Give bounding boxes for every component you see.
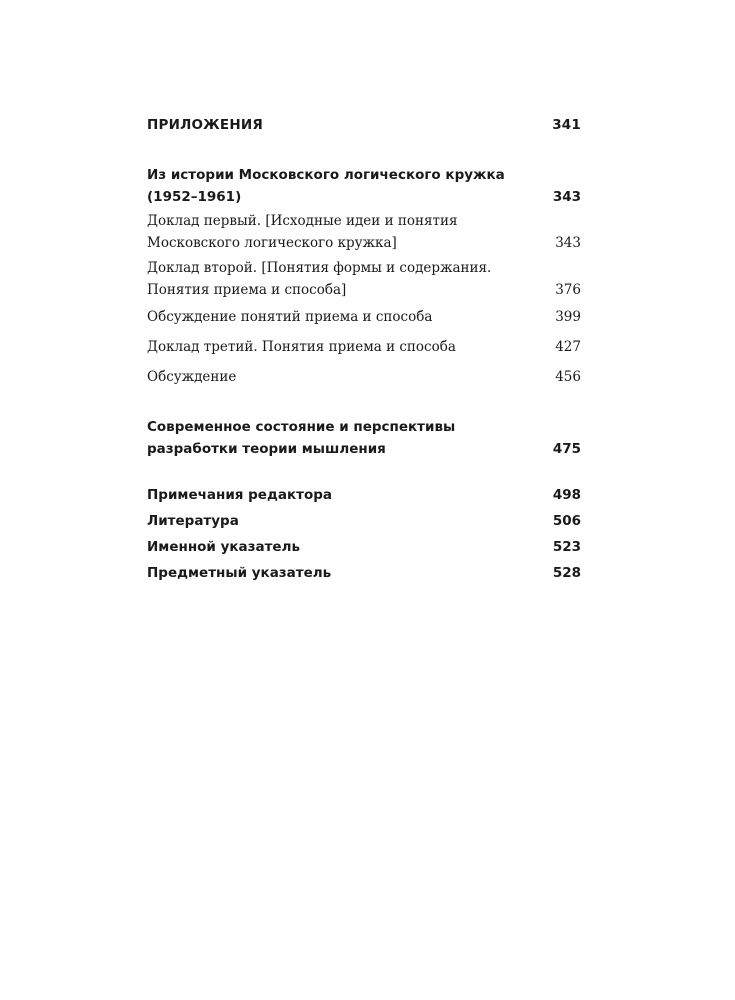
toc-entry-editor-notes [147, 484, 581, 506]
toc-page-number: 498 [552, 487, 581, 503]
toc-page-number: 376 [555, 282, 581, 298]
toc-entry-discussion-2 [147, 366, 581, 388]
toc-page-number: 343 [552, 189, 581, 205]
toc-entry-report-3 [147, 336, 581, 358]
toc-entry-title: ПРИЛОЖЕНИЯ [147, 117, 263, 133]
toc-entry-discussion-1 [147, 306, 581, 328]
toc-entry-title: Предметный указатель [147, 565, 332, 581]
toc-entry-report-2 [147, 257, 581, 301]
toc-entry-appendices [147, 114, 581, 136]
toc-entry-title: Обсуждение [147, 369, 237, 385]
toc-page-number: 427 [555, 339, 581, 355]
toc-entry-title-line1: Доклад второй. [Понятия формы и содержания. [147, 260, 492, 276]
toc-entry-title-line2: (1952–1961) [147, 189, 242, 205]
toc-page-number: 528 [552, 565, 581, 581]
toc-entry-report-1 [147, 210, 581, 254]
toc-entry-title: Примечания редактора [147, 487, 333, 503]
toc-entry-title-line1: Из истории Московского логического кружка [147, 167, 505, 183]
toc-page-number: 456 [555, 369, 581, 385]
toc-page-number: 341 [552, 117, 581, 133]
toc-entry-subject-index [147, 562, 581, 584]
toc-entry-title-line1: Доклад первый. [Исходные идеи и понятия [147, 213, 458, 229]
toc-page-number: 399 [555, 309, 581, 325]
toc-entry-history [147, 164, 581, 208]
toc-page-number: 506 [552, 513, 581, 529]
toc-entry-title-line2: разработки теории мышления [147, 441, 386, 457]
toc-page-number: 475 [552, 441, 581, 457]
toc-entry-title: Литература [147, 513, 239, 529]
toc-page-number: 523 [552, 539, 581, 555]
toc-page-number: 343 [555, 235, 581, 251]
toc-entry-title: Обсуждение понятий приема и способа [147, 309, 433, 325]
toc-entry-literature [147, 510, 581, 532]
toc-entry-title: Именной указатель [147, 539, 301, 555]
toc-entry-title: Доклад третий. Понятия приема и способа [147, 339, 456, 355]
toc-entry-modern-state [147, 416, 581, 460]
toc-entry-title-line2: Московского логического кружка] [147, 235, 397, 251]
toc-entry-title-line2: Понятия приема и способа] [147, 282, 347, 298]
toc-entry-name-index [147, 536, 581, 558]
toc-entry-title-line1: Современное состояние и перспективы [147, 419, 456, 435]
